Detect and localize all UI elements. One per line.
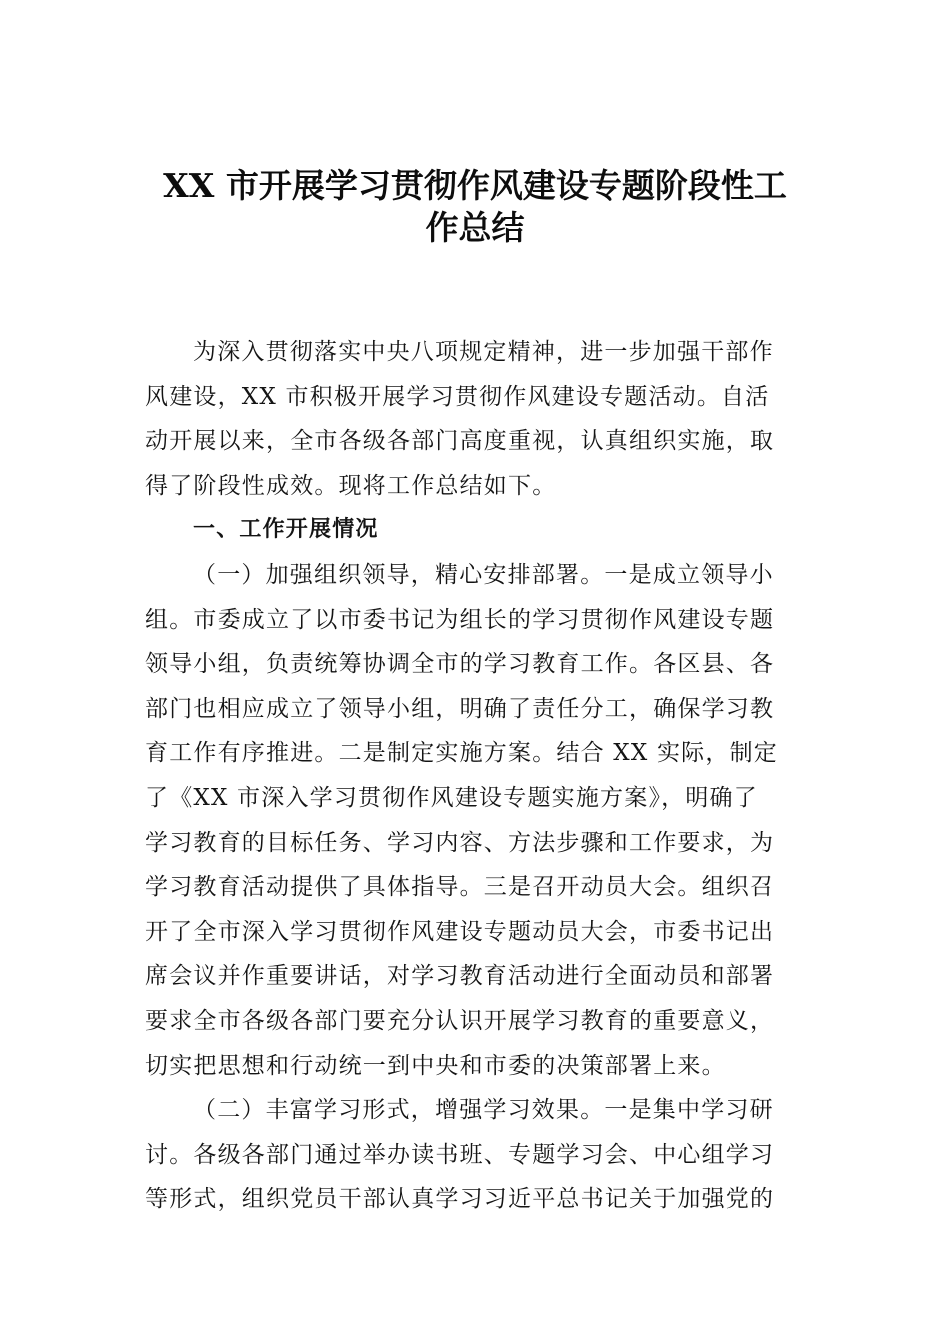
section-heading: 一、工作开展情况 <box>193 517 379 543</box>
paragraph-line: 了《XX 市深入学习贯彻作风建设专题实施方案》，明确了 <box>145 784 758 811</box>
paragraph-line: 风建设，XX 市积极开展学习贯彻作风建设专题活动。自活 <box>145 383 770 410</box>
paragraph-line: 要求全市各级各部门要充分认识开展学习教育的重要意义， <box>145 1007 775 1034</box>
paragraph-line: 组。市委成立了以市委书记为组长的学习贯彻作风建设专题 <box>145 606 775 633</box>
paragraph-line: 讨。各级各部门通过举办读书班、专题学习会、中心组学习 <box>145 1141 775 1168</box>
paragraph-line: 领导小组，负责统筹协调全市的学习教育工作。各区县、各 <box>145 651 775 678</box>
paragraph-line: 动开展以来，全市各级各部门高度重视，认真组织实施，取 <box>145 428 775 455</box>
paragraph-line: （二）丰富学习形式，增强学习效果。一是集中学习研 <box>193 1097 774 1124</box>
document-title-line-1: XX 市开展学习贯彻作风建设专题阶段性工 <box>163 166 787 205</box>
paragraph-line: 为深入贯彻落实中央八项规定精神，进一步加强干部作 <box>193 339 774 365</box>
paragraph-line: 切实把思想和行动统一到中央和市委的决策部署上来。 <box>145 1052 726 1079</box>
paragraph-line: 育工作有序推进。二是制定实施方案。结合 XX 实际，制定 <box>145 740 778 767</box>
document-title-line-2: 作总结 <box>425 208 525 247</box>
paragraph-line: 部门也相应成立了领导小组，明确了责任分工，确保学习教 <box>145 695 775 722</box>
paragraph-line: （一）加强组织领导，精心安排部署。一是成立领导小 <box>193 561 774 588</box>
paragraph-line: 得了阶段性成效。现将工作总结如下。 <box>145 472 557 499</box>
document-body <box>145 330 810 1222</box>
paragraph-line: 学习教育活动提供了具体指导。三是召开动员大会。组织召 <box>145 874 775 901</box>
paragraph-line: 开了全市深入学习贯彻作风建设专题动员大会，市委书记出 <box>145 918 775 945</box>
paragraph-line: 等形式，组织党员干部认真学习习近平总书记关于加强党的 <box>145 1186 775 1213</box>
paragraph-line: 学习教育的目标任务、学习内容、方法步骤和工作要求，为 <box>145 829 775 856</box>
paragraph-line: 席会议并作重要讲话，对学习教育活动进行全面动员和部署 <box>145 963 775 990</box>
